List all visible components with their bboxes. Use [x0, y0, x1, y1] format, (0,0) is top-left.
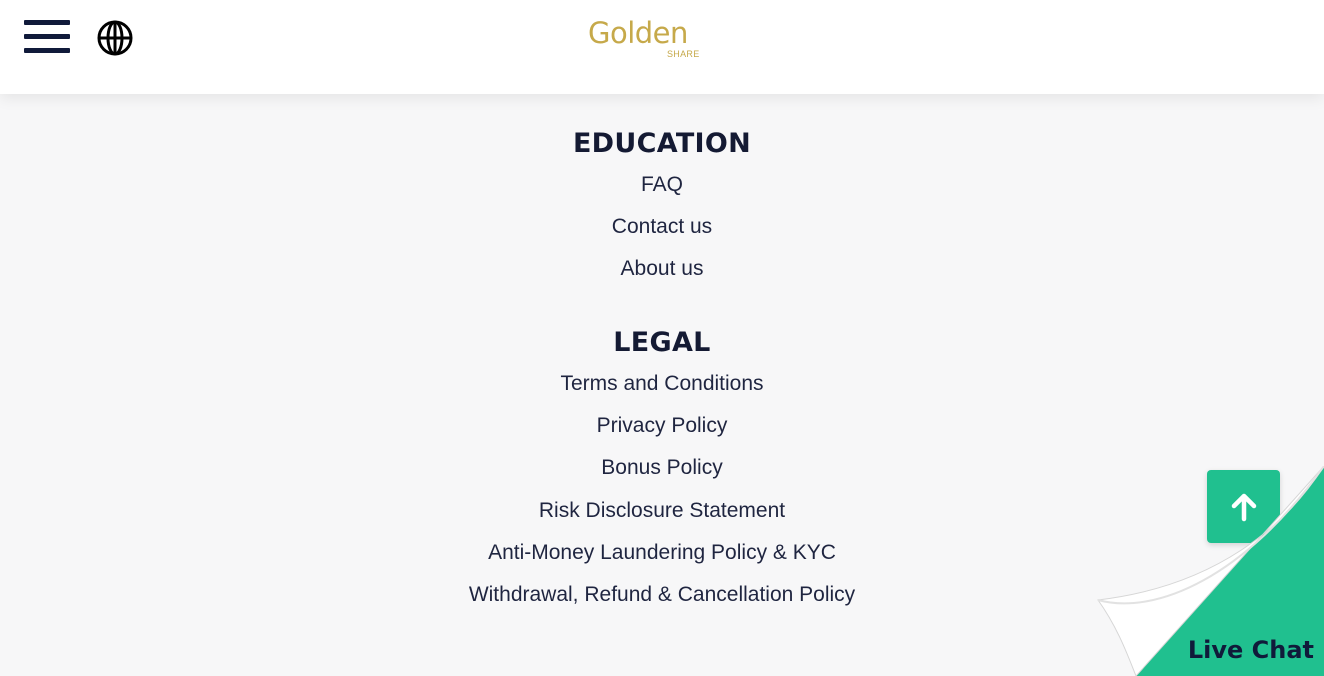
link-contact-us[interactable]: Contact us — [611, 215, 713, 238]
live-chat-label: Live Chat — [1187, 636, 1314, 664]
link-risk-disclosure[interactable]: Risk Disclosure Statement — [538, 499, 786, 522]
header-bar — [0, 0, 1324, 94]
section-title-education: EDUCATION — [572, 128, 752, 159]
link-terms-and-conditions[interactable]: Terms and Conditions — [560, 372, 764, 395]
hamburger-menu-icon[interactable] — [24, 20, 70, 54]
link-privacy-policy[interactable]: Privacy Policy — [596, 414, 728, 437]
link-about-us[interactable]: About us — [620, 257, 704, 280]
logo-wordmark: Golden — [588, 16, 688, 50]
section-title-legal: LEGAL — [613, 327, 711, 358]
link-withdrawal-refund-policy[interactable]: Withdrawal, Refund & Cancellation Policy — [468, 583, 856, 606]
link-aml-kyc-policy[interactable]: Anti-Money Laundering Policy & KYC — [488, 541, 836, 564]
live-chat-button[interactable] — [1096, 466, 1324, 676]
globe-icon[interactable] — [96, 19, 134, 57]
logo-subtext: SHARE — [667, 49, 700, 59]
link-faq[interactable]: FAQ — [640, 173, 683, 196]
golden-share-logo[interactable] — [588, 16, 708, 62]
link-bonus-policy[interactable]: Bonus Policy — [601, 456, 723, 479]
